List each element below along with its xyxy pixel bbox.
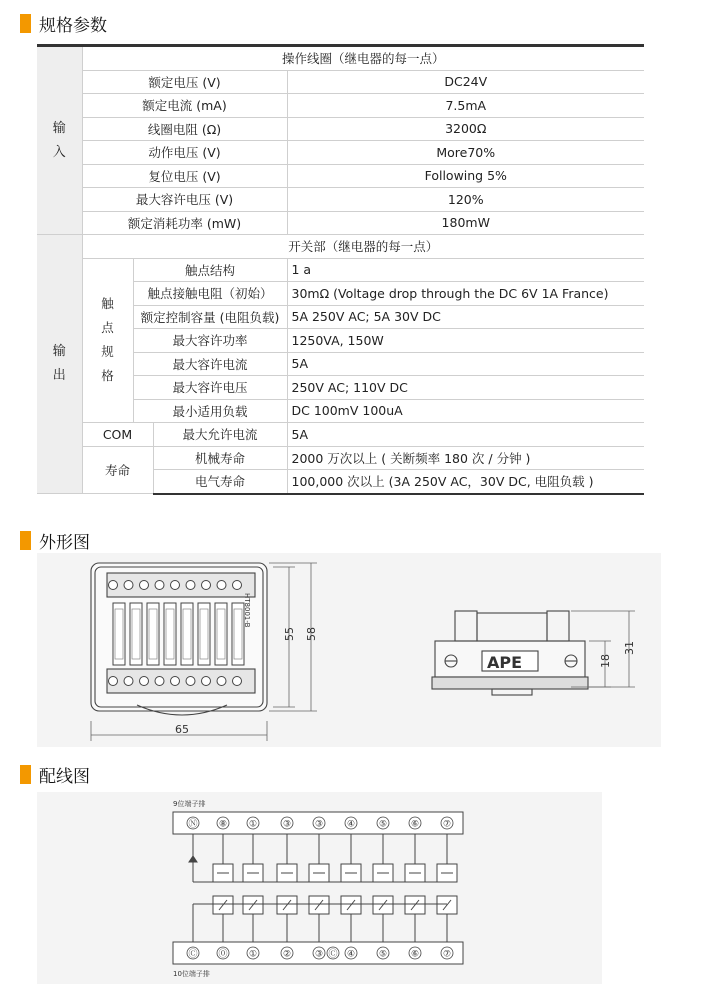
- input-group-label: 输 入: [37, 46, 82, 235]
- relay-channel: [213, 834, 233, 942]
- wiring-title: 配线图: [39, 767, 90, 787]
- terminal-screw-icon: [155, 677, 164, 686]
- table-row: 额定控制容量 (电阻负载) 5A 250V AC; 5A 30V DC: [37, 305, 644, 329]
- outline-drawing-panel: [37, 553, 661, 747]
- relay-channel: [341, 834, 361, 942]
- terminal-screw-icon: [155, 581, 164, 590]
- table-row: 线圈电阻 (Ω) 3200Ω: [37, 117, 644, 141]
- terminal-number: ⑥: [410, 819, 420, 830]
- spec-title: 规格参数: [39, 16, 107, 36]
- dim-side-height-2: 31: [623, 641, 636, 655]
- terminal-screw-icon: [186, 581, 195, 590]
- terminal-screw-icon: [124, 677, 133, 686]
- output-group-label: 输 出: [37, 235, 82, 494]
- table-row: 最小适用负载 DC 100mV 100uA: [37, 399, 644, 423]
- table-row: 最大容许电压 (V) 120%: [37, 188, 644, 212]
- dim-height-2: 58: [305, 627, 318, 641]
- terminal-number: ②: [282, 949, 292, 960]
- wiring-diagram: [37, 792, 602, 984]
- table-row: 触点接触电阻（初始） 30mΩ (Voltage drop through the DC 6V 1A France): [37, 282, 644, 306]
- terminal-number: ⓪: [218, 949, 228, 960]
- terminal-number: ③: [314, 949, 324, 960]
- table-row: 最大容许电压 250V AC; 110V DC: [37, 376, 644, 400]
- accent-bar: [20, 531, 31, 550]
- terminal-number: ⑧: [218, 819, 228, 830]
- terminal-number: Ⓒ: [328, 949, 338, 960]
- terminal-number: ③: [314, 819, 324, 830]
- terminal-screw-icon: [233, 677, 242, 686]
- relay-channel: [277, 834, 297, 942]
- terminal-screw-icon: [217, 581, 226, 590]
- table-row: 额定消耗功率 (mW) 180mW: [37, 211, 644, 235]
- relay-channel: [405, 834, 425, 942]
- terminal-screw-icon: [233, 581, 242, 590]
- terminal-screw-icon: [140, 677, 149, 686]
- dim-height-1: 55: [283, 627, 296, 641]
- spec-section-title: [20, 11, 107, 36]
- terminal-number: ⑤: [378, 949, 388, 960]
- table-row: COM 最大允许电流 5A: [37, 423, 644, 447]
- terminal-screw-icon: [217, 677, 226, 686]
- terminal-screw-icon: [186, 677, 195, 686]
- accent-bar: [20, 14, 31, 33]
- relay-channels: [213, 834, 457, 942]
- relay-channel: [243, 834, 263, 942]
- terminal-number: ③: [282, 819, 292, 830]
- table-row: 触 点 规 格 触点结构 1 a: [37, 258, 644, 282]
- terminal-number: ④: [346, 819, 356, 830]
- terminal-number: Ⓒ: [188, 949, 198, 960]
- dim-width: 65: [175, 723, 189, 736]
- top-terminals: [187, 817, 453, 830]
- table-row: 动作电压 (V) More70%: [37, 141, 644, 165]
- terminal-screw-icon: [171, 581, 180, 590]
- terminal-number: ⑤: [378, 819, 388, 830]
- relay-channel: [437, 834, 457, 942]
- table-row: 寿命 机械寿命 2000 万次以上 ( 关断频率 180 次 / 分钟 ): [37, 446, 644, 470]
- table-row: 复位电压 (V) Following 5%: [37, 164, 644, 188]
- input-header: 操作线圈（继电器的每一点）: [82, 46, 644, 71]
- brand-label: APE: [487, 653, 523, 672]
- terminal-number: Ⓝ: [188, 819, 198, 830]
- terminal-screw-icon: [202, 677, 211, 686]
- relay-channel: [309, 834, 329, 942]
- accent-bar: [20, 765, 31, 784]
- spec-table: [37, 44, 644, 495]
- bottom-terminals: [187, 947, 453, 960]
- outline-title: 外形图: [39, 533, 90, 553]
- terminal-screw-icon: [109, 677, 118, 686]
- output-header: 开关部（继电器的每一点）: [82, 235, 644, 259]
- terminal-screw-icon: [109, 581, 118, 590]
- terminal-number: ④: [346, 949, 356, 960]
- com-label: COM: [82, 423, 153, 447]
- table-row: 电气寿命 100,000 次以上 (3A 250V AC，30V DC, 电阻负载 ): [37, 470, 644, 494]
- table-row: 最大容许功率 1250VA, 150W: [37, 329, 644, 353]
- outline-drawing: [37, 553, 661, 747]
- table-row: 额定电流 (mA) 7.5mA: [37, 94, 644, 118]
- terminal-screw-icon: [124, 581, 133, 590]
- terminal-number: ⑥: [410, 949, 420, 960]
- terminal-number: ⑦: [442, 819, 452, 830]
- wiring-section-title: [20, 762, 90, 787]
- top-terminal-label: 9位端子排: [173, 800, 206, 808]
- bottom-terminal-label: 10位端子排: [173, 970, 210, 978]
- dim-side-height-1: 18: [599, 654, 612, 668]
- terminal-screw-icon: [171, 677, 180, 686]
- table-row: 额定电压 (V) DC24V: [37, 70, 644, 94]
- model-text: HT8001-B: [243, 593, 251, 628]
- terminal-number: ①: [248, 949, 258, 960]
- outline-section-title: [20, 528, 90, 553]
- table-row: 最大容许电流 5A: [37, 352, 644, 376]
- relay-channel: [373, 834, 393, 942]
- contact-spec-label: 触 点 规 格: [82, 258, 133, 423]
- terminal-screw-icon: [140, 581, 149, 590]
- terminal-screw-icon: [202, 581, 211, 590]
- terminal-number: ①: [248, 819, 258, 830]
- wiring-diagram-panel: [37, 792, 602, 984]
- terminal-number: ⑦: [442, 949, 452, 960]
- life-label: 寿命: [82, 446, 153, 494]
